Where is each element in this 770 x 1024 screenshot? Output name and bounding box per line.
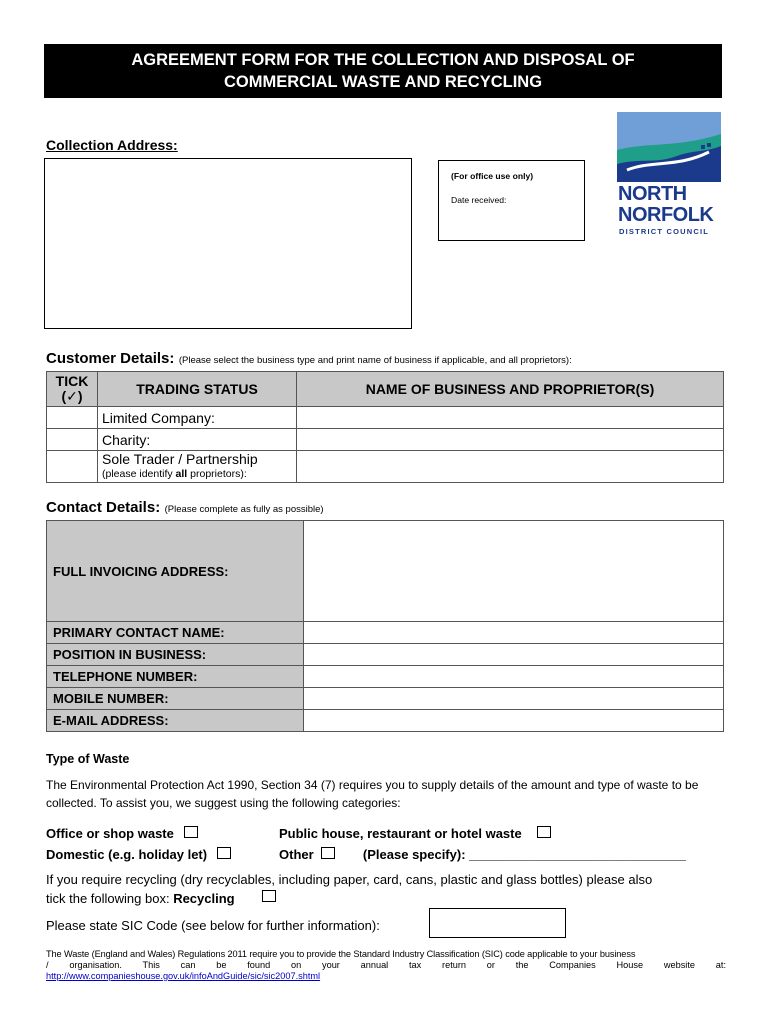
- sole-trader-label: Sole Trader / Partnership: [102, 450, 258, 467]
- recycling-line-2: [46, 889, 730, 908]
- footer-line-1: The Waste (England and Wales) Regulations 2011 require you to provide the Standard Industry Classification (SIC) code applicable to your business: [46, 949, 636, 959]
- table-row: [47, 710, 724, 732]
- north-norfolk-logo: [617, 112, 721, 238]
- position-label: POSITION IN BUSINESS:: [47, 644, 304, 666]
- collection-address-label: Collection Address:: [46, 137, 178, 153]
- collection-address-field[interactable]: [44, 158, 412, 329]
- companies-house-link[interactable]: http://www.companieshouse.gov.uk/infoAndGuide/sic/sic2007.shtml: [46, 971, 321, 981]
- customer-details-table: [46, 371, 724, 483]
- primary-contact-field[interactable]: [304, 622, 724, 644]
- mobile-field[interactable]: [304, 688, 724, 710]
- customer-details-label: Customer Details:: [46, 350, 175, 367]
- option-office-label: Office or shop waste: [46, 826, 174, 841]
- contact-details-heading: [46, 499, 324, 517]
- recycling-text: [46, 870, 730, 908]
- sic-code-field[interactable]: [429, 908, 566, 938]
- trading-status-header: TRADING STATUS: [98, 372, 297, 407]
- option-other-label: Other: [279, 847, 314, 862]
- office-use-title: (For office use only): [451, 171, 534, 181]
- status-charity: Charity:: [98, 429, 297, 451]
- form-title: [44, 44, 722, 98]
- option-domestic-label: Domestic (e.g. holiday let): [46, 847, 208, 862]
- tick-header-symbol: (✓): [61, 388, 83, 404]
- invoicing-address-field[interactable]: [304, 521, 724, 622]
- option-domestic-row: [46, 847, 231, 862]
- table-header-row: [47, 372, 724, 407]
- contact-details-table: [46, 520, 724, 732]
- recycling-checkbox[interactable]: [262, 890, 276, 902]
- coastline-logo-icon: [617, 112, 721, 182]
- contact-details-note: (Please complete as fully as possible): [164, 504, 324, 515]
- title-line-1: AGREEMENT FORM FOR THE COLLECTION AND DISPOSAL OF: [131, 51, 635, 69]
- tick-cell-limited[interactable]: [47, 407, 98, 429]
- other-specify-field[interactable]: (Please specify): ______________________________: [362, 847, 687, 862]
- footer-line-2: / organisation. This can be found on your annual tax return or the Companies House website at:: [46, 960, 726, 970]
- footer-notice: [46, 949, 726, 982]
- table-row: [47, 429, 724, 451]
- recycling-prompt: tick the following box:: [46, 891, 174, 906]
- telephone-field[interactable]: [304, 666, 724, 688]
- other-waste-checkbox[interactable]: [321, 847, 335, 859]
- table-row: [47, 688, 724, 710]
- option-other-row: [279, 847, 686, 862]
- logo-word-north: NORTH: [618, 183, 687, 205]
- pub-waste-checkbox[interactable]: [537, 826, 551, 838]
- waste-heading: Type of Waste: [46, 752, 130, 766]
- waste-paragraph: The Environmental Protection Act 1990, Section 34 (7) requires you to supply details of the amount and type of waste to be collected. To assist you, we suggest using the following categories:: [46, 778, 699, 810]
- email-field[interactable]: [304, 710, 724, 732]
- office-use-box: [438, 160, 585, 241]
- sole-trader-note: (please identify all proprietors):: [102, 467, 247, 480]
- business-name-field-limited[interactable]: [297, 407, 724, 429]
- sic-label: Please state SIC Code (see below for further information):: [46, 918, 380, 933]
- status-sole-trader: [98, 451, 297, 483]
- domestic-waste-checkbox[interactable]: [217, 847, 231, 859]
- contact-details-label: Contact Details:: [46, 499, 161, 516]
- tick-header-label: TICK: [55, 373, 89, 389]
- tick-cell-charity[interactable]: [47, 429, 98, 451]
- table-row: [47, 451, 724, 483]
- primary-contact-label: PRIMARY CONTACT NAME:: [47, 622, 304, 644]
- table-row: [47, 622, 724, 644]
- telephone-label: TELEPHONE NUMBER:: [47, 666, 304, 688]
- date-received-label: Date received:: [451, 195, 507, 205]
- recycling-line-1: If you require recycling (dry recyclables, including paper, card, cans, plastic and glass bottles) please also: [46, 872, 653, 887]
- business-name-field-charity[interactable]: [297, 429, 724, 451]
- tick-cell-sole-trader[interactable]: [47, 451, 98, 483]
- mobile-label: MOBILE NUMBER:: [47, 688, 304, 710]
- logo-word-norfolk: NORFOLK: [618, 204, 714, 226]
- title-line-2: COMMERCIAL WASTE AND RECYCLING: [223, 73, 543, 91]
- office-waste-checkbox[interactable]: [184, 826, 198, 838]
- tick-column-header: [47, 372, 98, 407]
- recycling-label: Recycling: [173, 891, 235, 906]
- option-office-row: [46, 826, 198, 841]
- option-pub-label: Public house, restaurant or hotel waste: [279, 826, 522, 841]
- invoicing-address-label: FULL INVOICING ADDRESS:: [47, 521, 304, 622]
- position-field[interactable]: [304, 644, 724, 666]
- table-row: [47, 644, 724, 666]
- business-name-header: NAME OF BUSINESS AND PROPRIETOR(S): [297, 372, 724, 407]
- table-row: [47, 407, 724, 429]
- option-pub-row: [279, 826, 551, 841]
- customer-details-heading: [46, 350, 572, 368]
- customer-details-note: (Please select the business type and print name of business if applicable, and all proprietors):: [178, 355, 572, 366]
- table-row: [47, 521, 724, 622]
- table-row: [47, 666, 724, 688]
- email-label: E-MAIL ADDRESS:: [47, 710, 304, 732]
- status-limited-company: Limited Company:: [98, 407, 297, 429]
- logo-word-council: DISTRICT COUNCIL: [619, 227, 710, 236]
- business-name-field-sole-trader[interactable]: [297, 451, 724, 483]
